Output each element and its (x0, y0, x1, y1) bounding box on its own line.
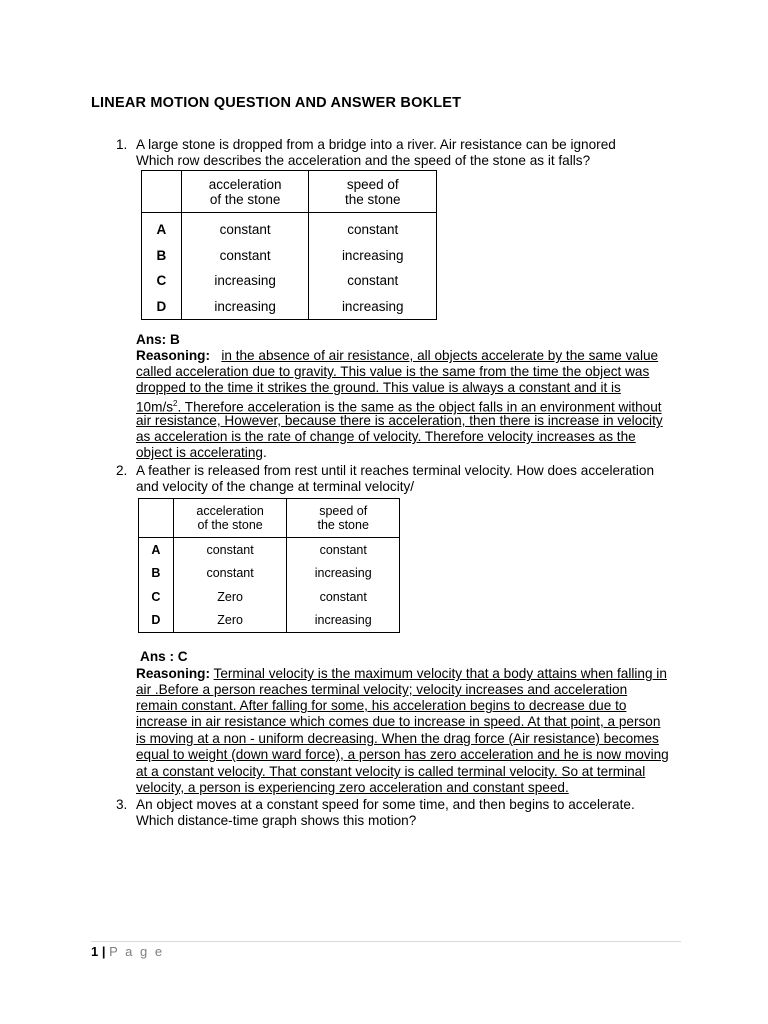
row-letter: C (139, 585, 174, 609)
row-acceleration: Zero (173, 609, 287, 633)
table-header-speed (309, 171, 437, 213)
reasoning-label: Reasoning: (136, 666, 211, 681)
reasoning-text: in the absence of air resistance, all objects accelerate by the same value (221, 348, 659, 363)
row-letter: B (139, 562, 174, 586)
question-2-reasoning-line-8: velocity, a person is experiencing zero acceleration and constant speed. (136, 780, 569, 795)
question-1-reasoning-line-7 (136, 445, 267, 461)
question-2-reasoning-line-5: is moving at a non - uniform decreasing. When the drag force (Air resistance) becomes (136, 731, 659, 746)
row-acceleration: increasing (181, 294, 309, 320)
table-row (139, 538, 400, 562)
table-header-empty (142, 171, 182, 213)
row-letter: C (142, 268, 182, 294)
table-row (139, 562, 400, 586)
header-line: speed of (319, 504, 368, 518)
row-acceleration: constant (181, 213, 309, 243)
page-number: 1 (91, 944, 99, 959)
row-speed: constant (309, 268, 437, 294)
table-row (142, 243, 437, 269)
row-acceleration: constant (173, 538, 287, 562)
row-speed: increasing (287, 609, 400, 633)
footer-separator: | (101, 944, 106, 959)
question-3-number: 3. (116, 797, 128, 812)
row-acceleration: constant (173, 562, 287, 586)
question-2-reasoning-line-2: air .Before a person reaches terminal velocity; velocity increases and acceleration (136, 682, 628, 697)
page-label: P a g e (109, 944, 165, 959)
header-line: acceleration (208, 176, 282, 192)
question-2-number: 2. (116, 463, 128, 478)
reasoning-text: object is accelerating (136, 445, 263, 460)
question-1-line-2: Which row describes the acceleration and the speed of the stone as it falls? (136, 153, 591, 168)
superscript: 2 (173, 399, 178, 408)
row-speed: increasing (309, 294, 437, 320)
header-line: of the stone (197, 518, 263, 532)
row-acceleration: Zero (173, 585, 287, 609)
question-2-answer: Ans : C (140, 649, 188, 664)
question-2-reasoning-line-3: remain constant. After falling for some, his acceleration begins to decrease due to (136, 698, 627, 713)
row-letter: A (142, 213, 182, 243)
row-speed: constant (287, 538, 400, 562)
table-row (142, 213, 437, 243)
reasoning-label: Reasoning: (136, 348, 211, 363)
table-header-speed (287, 499, 400, 538)
row-speed: constant (287, 585, 400, 609)
row-letter: B (142, 243, 182, 269)
question-2-table (138, 498, 400, 633)
question-1-reasoning-line-1 (136, 348, 658, 364)
question-2-reasoning-line-4: increase in air resistance which comes due to increase in speed. At that point, a person (136, 714, 661, 729)
table-header-acceleration (181, 171, 309, 213)
question-1-reasoning-line-3: dropped to the time it strikes the ground. This value is always a constant and it is (136, 380, 621, 395)
reasoning-text: T (213, 666, 221, 681)
question-2-reasoning-line-1 (136, 666, 667, 682)
document-title: LINEAR MOTION QUESTION AND ANSWER BOKLET (91, 95, 462, 111)
reasoning-text: . (262, 445, 267, 460)
question-3-line-1: An object moves at a constant speed for some time, and then begins to accelerate. (136, 797, 635, 812)
question-2-reasoning-line-7: at a constant velocity. That constant velocity is called terminal velocity. So at terminal (136, 764, 646, 779)
question-3-line-2: Which distance-time graph shows this motion? (136, 813, 417, 828)
table-header-empty (139, 499, 174, 538)
question-1-answer: Ans: B (136, 332, 180, 347)
reasoning-text: 10m/s (136, 399, 174, 415)
question-1-reasoning-line-5: air resistance, However, because there is acceleration, then there is increase in velocity (136, 413, 663, 428)
table-row (142, 294, 437, 320)
row-acceleration: increasing (181, 268, 309, 294)
row-letter: A (139, 538, 174, 562)
question-2-reasoning-line-6: equal to weight (down ward force), a person has zero acceleration and he is now moving (136, 747, 669, 762)
footer-divider (91, 941, 681, 942)
table-header-acceleration (173, 499, 287, 538)
question-1-number: 1. (116, 137, 128, 152)
reasoning-text: . Therefore acceleration is the same as the object falls in an environment without (177, 399, 662, 415)
page-footer (91, 944, 164, 959)
row-speed: increasing (309, 243, 437, 269)
row-speed: increasing (287, 562, 400, 586)
row-speed: constant (309, 213, 437, 243)
reasoning-text: erminal velocity is the maximum velocity that a body attains when falling in (220, 666, 667, 681)
header-line: of the stone (209, 191, 281, 207)
table-row (139, 585, 400, 609)
table-row (139, 609, 400, 633)
question-2-line-2: and velocity of the change at terminal velocity/ (136, 479, 415, 494)
question-1-reasoning-line-6: as acceleration is the rate of change of velocity. Therefore velocity increases as the (136, 429, 636, 444)
header-line: the stone (317, 518, 369, 532)
header-line: acceleration (196, 504, 264, 518)
question-2-line-1: A feather is released from rest until it reaches terminal velocity. How does acceleration (136, 463, 655, 478)
row-letter: D (142, 294, 182, 320)
question-1-table (141, 170, 437, 320)
header-line: speed of (346, 176, 399, 192)
question-1-line-1: A large stone is dropped from a bridge into a river. Air resistance can be ignored (136, 137, 616, 152)
question-1-reasoning-line-2: called acceleration due to gravity. This value is the same from the time the object was (136, 364, 650, 379)
header-line: the stone (344, 191, 401, 207)
row-letter: D (139, 609, 174, 633)
table-row (142, 268, 437, 294)
row-acceleration: constant (181, 243, 309, 269)
